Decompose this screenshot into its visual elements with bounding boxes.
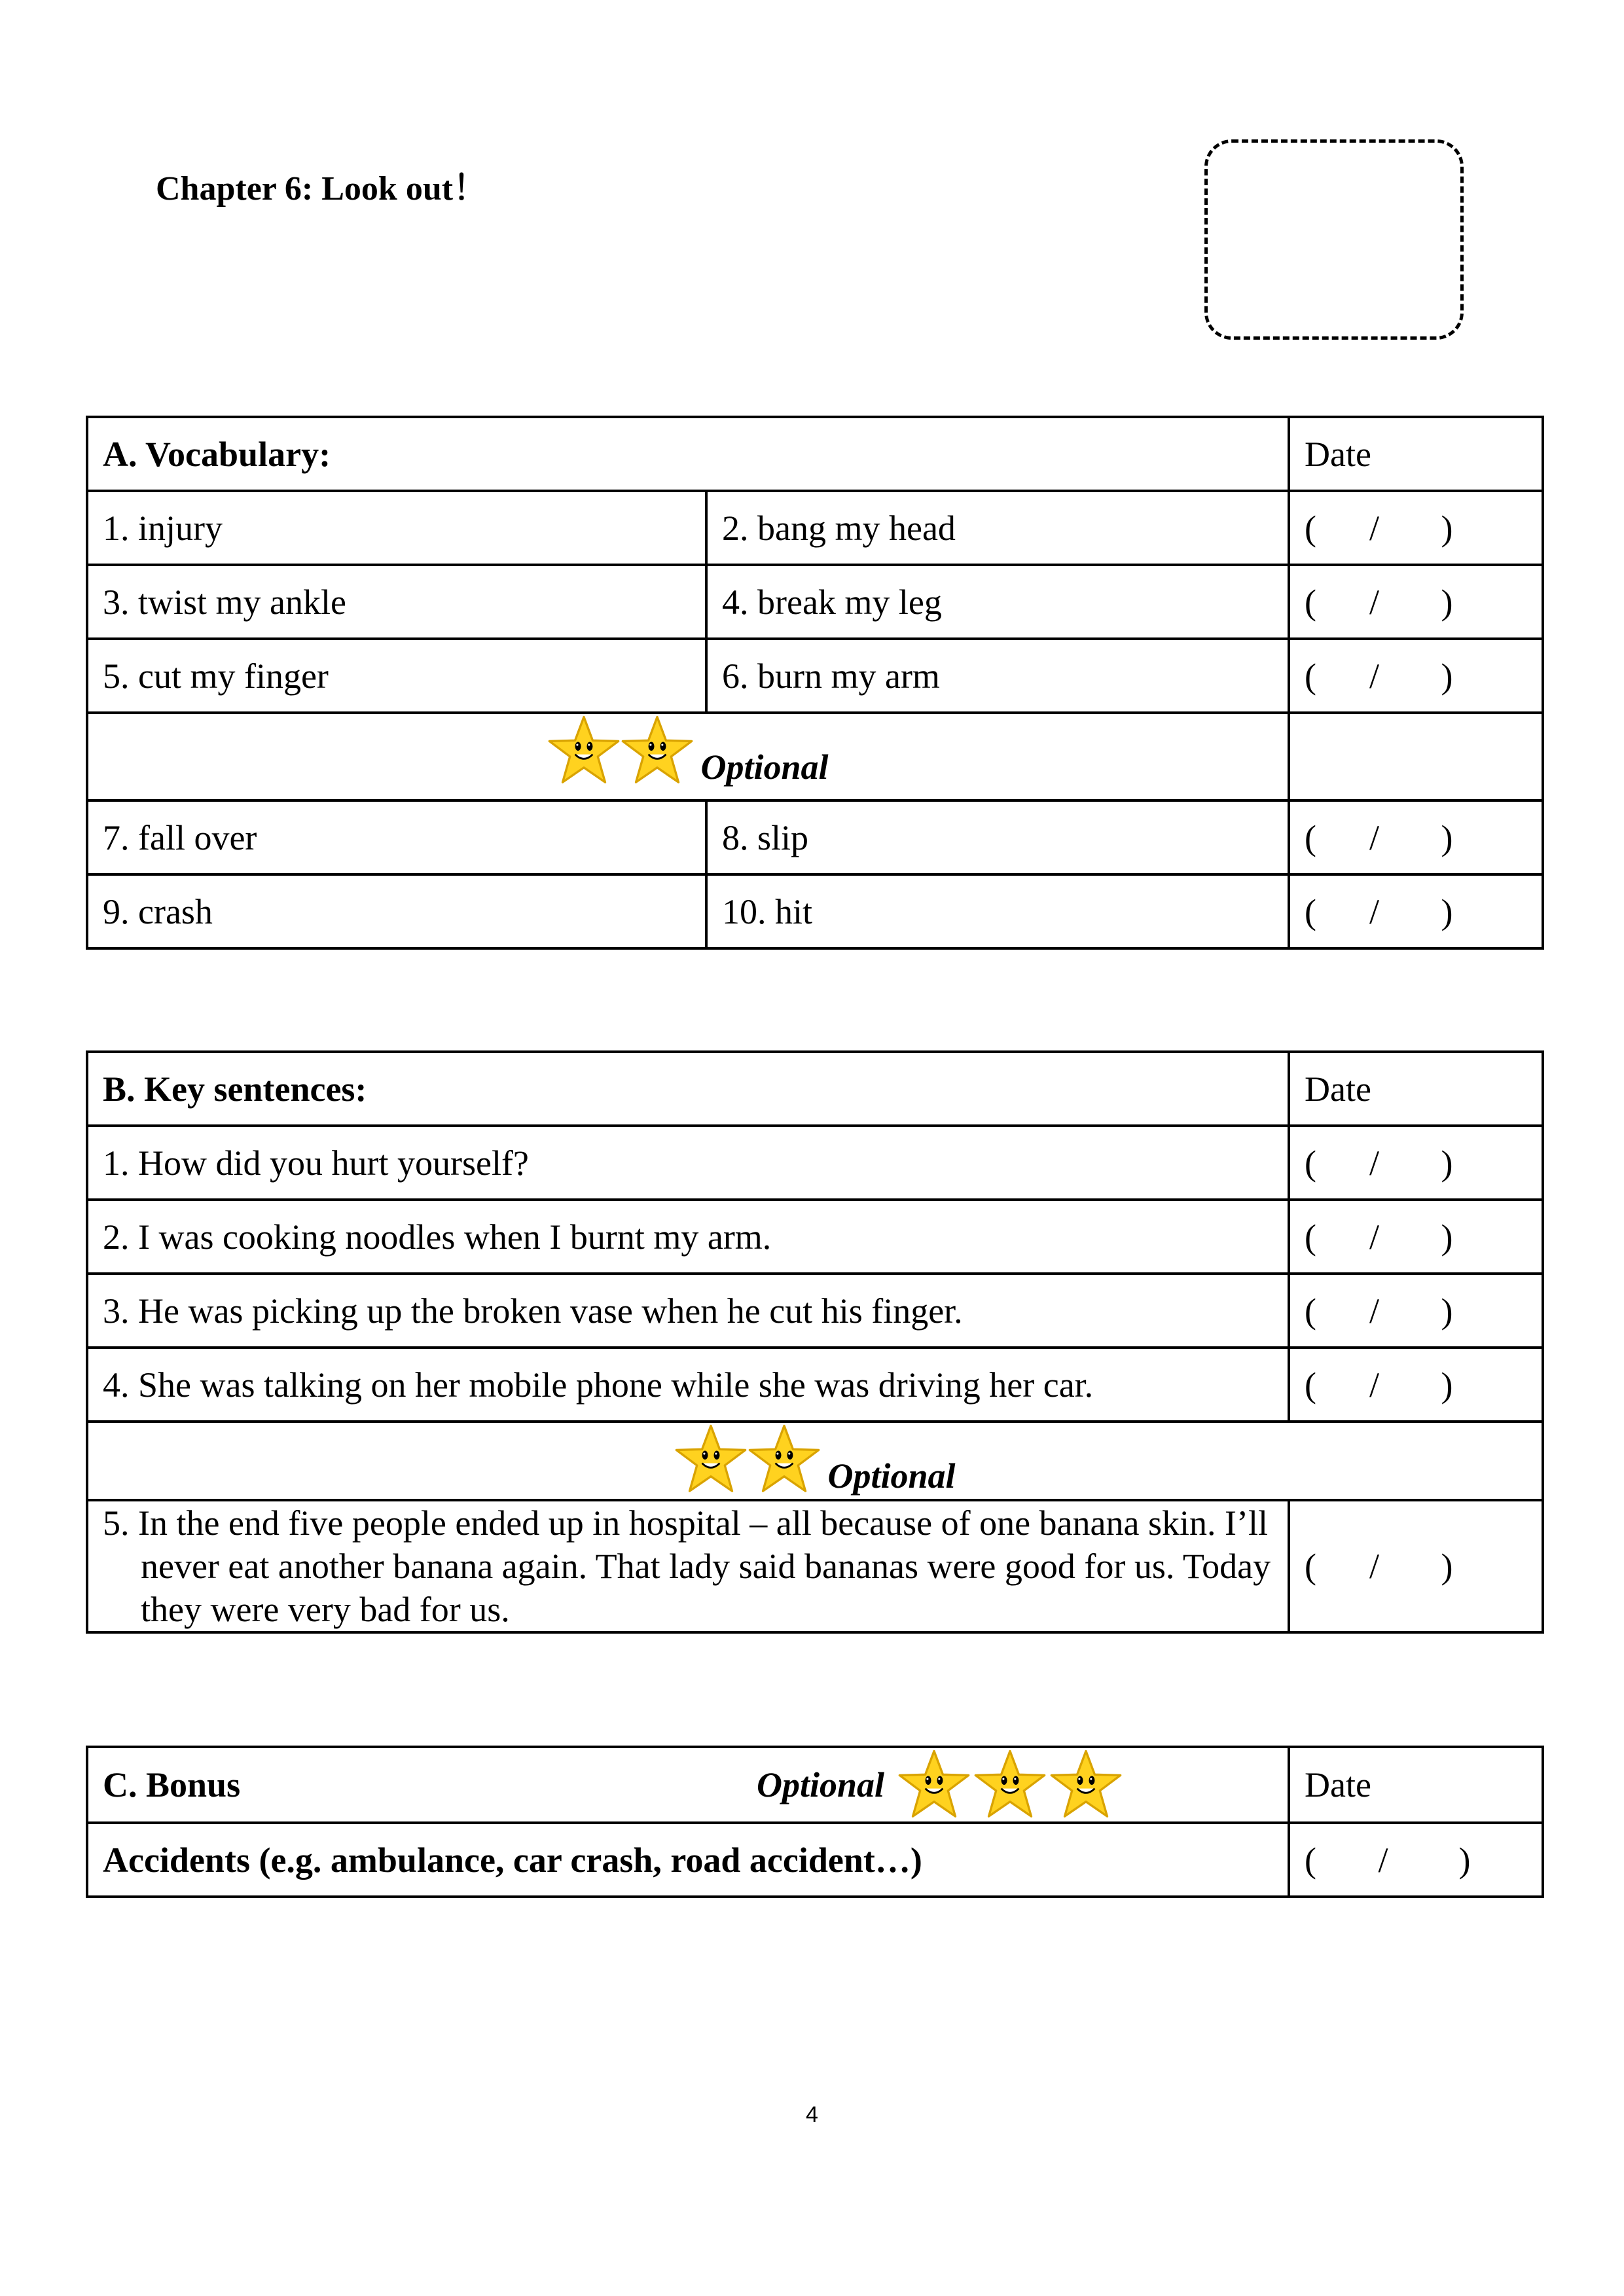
table-row	[87, 874, 1543, 948]
vocab-item: 6. burn my arm	[706, 639, 1289, 713]
smiling-star-icon	[973, 1748, 1047, 1821]
stamp-box	[1204, 139, 1464, 340]
date-field[interactable]: ( / )	[1289, 565, 1543, 639]
date-field[interactable]: ( / )	[1289, 491, 1543, 565]
table-row	[87, 1274, 1543, 1348]
vocab-item: 7. fall over	[87, 800, 706, 874]
table-row	[87, 1823, 1543, 1897]
vocab-item: 5. cut my finger	[87, 639, 706, 713]
table-row	[87, 639, 1543, 713]
table-row	[87, 1348, 1543, 1422]
table-row	[87, 1126, 1543, 1200]
smiling-star-icon	[621, 714, 694, 787]
date-field[interactable]: ( / )	[1289, 1348, 1543, 1422]
table-row	[87, 1747, 1543, 1823]
vocab-item: 1. injury	[87, 491, 706, 565]
date-field[interactable]: ( / )	[1289, 874, 1543, 948]
date-field[interactable]: ( / )	[1289, 800, 1543, 874]
bonus-heading-cell	[87, 1747, 1289, 1823]
date-field[interactable]: ( / )	[1289, 1823, 1543, 1897]
vocab-item: 8. slip	[706, 800, 1289, 874]
smiling-star-icon	[1049, 1748, 1123, 1821]
table-row	[87, 1200, 1543, 1274]
empty-cell	[1289, 713, 1543, 800]
date-header: Date	[1289, 1747, 1543, 1823]
page-number: 4	[806, 2102, 818, 2127]
bonus-table	[86, 1746, 1544, 1898]
date-header: Date	[1289, 417, 1543, 491]
date-field[interactable]: ( / )	[1289, 1200, 1543, 1274]
optional-banner	[87, 713, 1289, 800]
date-field[interactable]: ( / )	[1289, 1500, 1543, 1632]
vocab-item: 10. hit	[706, 874, 1289, 948]
optional-row	[87, 713, 1543, 800]
date-field[interactable]: ( / )	[1289, 639, 1543, 713]
optional-banner	[87, 1422, 1543, 1500]
page-title: Chapter 6: Look out！	[156, 170, 488, 207]
smiling-star-icon	[748, 1423, 821, 1496]
vocab-item: 3. twist my ankle	[87, 565, 706, 639]
date-field[interactable]: ( / )	[1289, 1126, 1543, 1200]
section-heading: A. Vocabulary:	[87, 417, 1289, 491]
vocab-item: 4. break my leg	[706, 565, 1289, 639]
table-row	[87, 1500, 1543, 1632]
sentence-item: 4. She was talking on her mobile phone while she was driving her car.	[87, 1348, 1289, 1422]
section-heading: B. Key sentences:	[87, 1052, 1289, 1126]
table-row	[87, 1052, 1543, 1126]
smiling-star-icon	[897, 1748, 971, 1821]
vocab-item: 9. crash	[87, 874, 706, 948]
optional-label: Optional	[700, 747, 829, 787]
vocab-item: 2. bang my head	[706, 491, 1289, 565]
optional-label: Optional	[827, 1456, 956, 1496]
table-row	[87, 417, 1543, 491]
optional-row	[87, 1422, 1543, 1500]
table-row	[87, 565, 1543, 639]
sentence-item: 2. I was cooking noodles when I burnt my arm.	[87, 1200, 1289, 1274]
bonus-item: Accidents (e.g. ambulance, car crash, road accident…)	[87, 1823, 1289, 1897]
date-field[interactable]: ( / )	[1289, 1274, 1543, 1348]
smiling-star-icon	[674, 1423, 748, 1496]
vocabulary-table	[86, 416, 1544, 950]
table-row	[87, 800, 1543, 874]
sentence-item: 1. How did you hurt yourself?	[87, 1126, 1289, 1200]
optional-label: Optional	[756, 1765, 884, 1804]
key-sentences-table	[86, 1050, 1544, 1634]
smiling-star-icon	[547, 714, 621, 787]
sentence-item: 3. He was picking up the broken vase when he cut his finger.	[87, 1274, 1289, 1348]
date-header: Date	[1289, 1052, 1543, 1126]
section-heading: C. Bonus	[103, 1765, 241, 1804]
sentence-item: 5. In the end five people ended up in hospital – all because of one banana skin. I’ll never eat another banana again. That lady said bananas were good for us. Today they were very bad for us.	[87, 1500, 1289, 1632]
table-row	[87, 491, 1543, 565]
